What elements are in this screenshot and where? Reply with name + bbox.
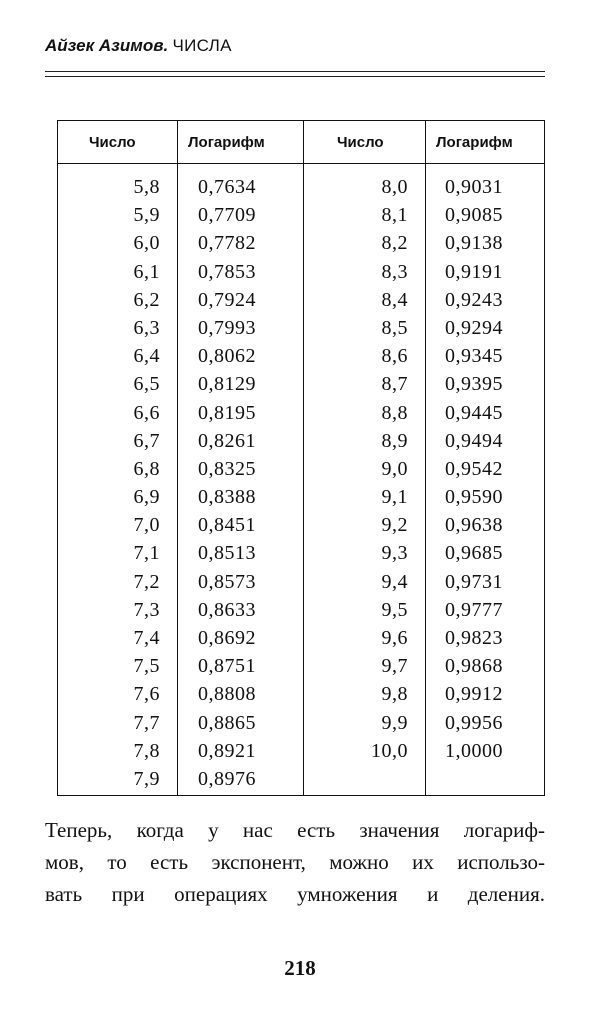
table-cell: 0,9777 xyxy=(445,598,503,621)
table-cell: 9,5 xyxy=(381,598,408,621)
table-cell: 8,4 xyxy=(381,288,408,311)
table-cell: 6,9 xyxy=(133,486,160,509)
table-cell: 0,8195 xyxy=(198,401,256,424)
table-cell: 0,9294 xyxy=(445,316,503,339)
table-cell: 7,0 xyxy=(133,514,160,537)
table-cell: 0,8633 xyxy=(198,598,256,621)
table-cell: 0,9395 xyxy=(445,373,503,396)
table-cell: 0,9494 xyxy=(445,429,503,452)
table-cell: 6,8 xyxy=(133,457,160,480)
table-cell: 0,9912 xyxy=(445,683,503,706)
table-cell: 0,9345 xyxy=(445,345,503,368)
table-cell: 7,2 xyxy=(133,570,160,593)
table-cell: 9,9 xyxy=(381,711,408,734)
table-cell: 9,2 xyxy=(381,514,408,537)
table-cell: 9,1 xyxy=(381,486,408,509)
table-cell: 7,1 xyxy=(133,542,160,565)
table-cell: 0,9031 xyxy=(445,176,503,198)
table-cell: 0,7709 xyxy=(198,204,256,227)
body-paragraph xyxy=(45,814,545,910)
table-cell: 0,8062 xyxy=(198,345,256,368)
table-cell: 7,7 xyxy=(133,711,160,734)
table-column-left-logs xyxy=(198,173,298,793)
running-head-title: ЧИСЛА xyxy=(172,36,232,55)
table-header-log-right: Логарифм xyxy=(436,134,513,151)
table-header-divider xyxy=(58,163,544,164)
table-column-divider xyxy=(425,121,426,795)
table-cell: 9,7 xyxy=(381,655,408,678)
page-number: 218 xyxy=(284,956,316,980)
running-head xyxy=(45,36,232,56)
table-cell: 0,9638 xyxy=(445,514,503,537)
table-cell: 9,0 xyxy=(381,457,408,480)
table-cell: 7,9 xyxy=(133,767,160,790)
table-cell: 0,8751 xyxy=(198,655,256,678)
table-cell: 8,2 xyxy=(381,232,408,255)
table-cell: 1,0000 xyxy=(445,739,503,762)
table-cell: 0,9243 xyxy=(445,288,503,311)
table-column-left-numbers xyxy=(58,173,160,793)
table-cell: 9,3 xyxy=(381,542,408,565)
table-column-divider xyxy=(177,121,178,795)
table-cell: 0,9731 xyxy=(445,570,503,593)
table-cell: 8,0 xyxy=(381,176,408,198)
table-column-right-numbers xyxy=(303,173,408,765)
table-cell: 9,6 xyxy=(381,627,408,649)
table-cell: 0,9685 xyxy=(445,542,503,565)
table-cell: 7,8 xyxy=(133,739,160,762)
table-cell: 9,4 xyxy=(381,570,408,593)
table-cell: 0,7634 xyxy=(198,176,256,198)
table-cell: 8,6 xyxy=(381,345,408,368)
table-cell: 5,8 xyxy=(133,176,160,198)
table-cell: 6,0 xyxy=(133,232,160,255)
table-cell: 5,9 xyxy=(133,204,160,227)
logarithm-table xyxy=(57,120,545,796)
table-cell: 6,3 xyxy=(133,316,160,339)
table-cell: 0,9445 xyxy=(445,401,503,424)
paragraph-line: мов, то есть экспонент, можно их использо- xyxy=(45,850,545,874)
table-header-log-left: Логарифм xyxy=(188,134,265,151)
table-cell: 0,8865 xyxy=(198,711,256,734)
table-cell: 7,3 xyxy=(133,598,160,621)
paragraph-line: вать при операциях умножения и деления. xyxy=(45,882,545,906)
table-cell: 0,9191 xyxy=(445,260,503,283)
table-cell: 6,5 xyxy=(133,373,160,396)
table-cell: 10,0 xyxy=(371,739,408,762)
table-cell: 8,9 xyxy=(381,429,408,452)
table-cell: 7,6 xyxy=(133,683,160,706)
table-cell: 8,7 xyxy=(381,373,408,396)
table-cell: 8,8 xyxy=(381,401,408,424)
table-header-number-right: Число xyxy=(337,134,384,151)
table-cell: 0,7782 xyxy=(198,232,256,255)
table-header-number-left: Число xyxy=(89,134,136,151)
table-cell: 0,8261 xyxy=(198,429,256,452)
table-cell: 6,1 xyxy=(133,260,160,283)
table-cell: 0,7853 xyxy=(198,260,256,283)
table-cell: 7,4 xyxy=(133,627,160,649)
table-cell: 6,7 xyxy=(133,429,160,452)
table-cell: 8,1 xyxy=(381,204,408,227)
table-cell: 8,3 xyxy=(381,260,408,283)
table-cell: 0,8976 xyxy=(198,767,256,790)
table-cell: 0,8451 xyxy=(198,514,256,537)
table-cell: 0,8921 xyxy=(198,739,256,762)
table-cell: 6,4 xyxy=(133,345,160,368)
running-head-author: Айзек Азимов. xyxy=(45,36,169,55)
paragraph-line: Теперь, когда у нас есть значения логариф- xyxy=(45,818,545,842)
table-cell: 0,7993 xyxy=(198,316,256,339)
table-cell: 6,2 xyxy=(133,288,160,311)
header-rule-bottom xyxy=(45,76,545,77)
table-cell: 0,8808 xyxy=(198,683,256,706)
table-cell: 0,9868 xyxy=(445,655,503,678)
table-cell: 0,9085 xyxy=(445,204,503,227)
table-column-right-logs xyxy=(445,173,545,765)
table-cell: 6,6 xyxy=(133,401,160,424)
table-cell: 0,9138 xyxy=(445,232,503,255)
table-cell: 7,5 xyxy=(133,655,160,678)
table-cell: 0,8129 xyxy=(198,373,256,396)
table-cell: 0,9956 xyxy=(445,711,503,734)
table-cell: 0,9542 xyxy=(445,457,503,480)
header-rule-top xyxy=(45,71,545,72)
table-cell: 9,8 xyxy=(381,683,408,706)
table-cell: 8,5 xyxy=(381,316,408,339)
table-cell: 0,8388 xyxy=(198,486,256,509)
table-cell: 0,8513 xyxy=(198,542,256,565)
table-cell: 0,9823 xyxy=(445,627,503,649)
table-cell: 0,8692 xyxy=(198,627,256,649)
table-cell: 0,8325 xyxy=(198,457,256,480)
table-cell: 0,8573 xyxy=(198,570,256,593)
table-cell: 0,7924 xyxy=(198,288,256,311)
table-cell: 0,9590 xyxy=(445,486,503,509)
